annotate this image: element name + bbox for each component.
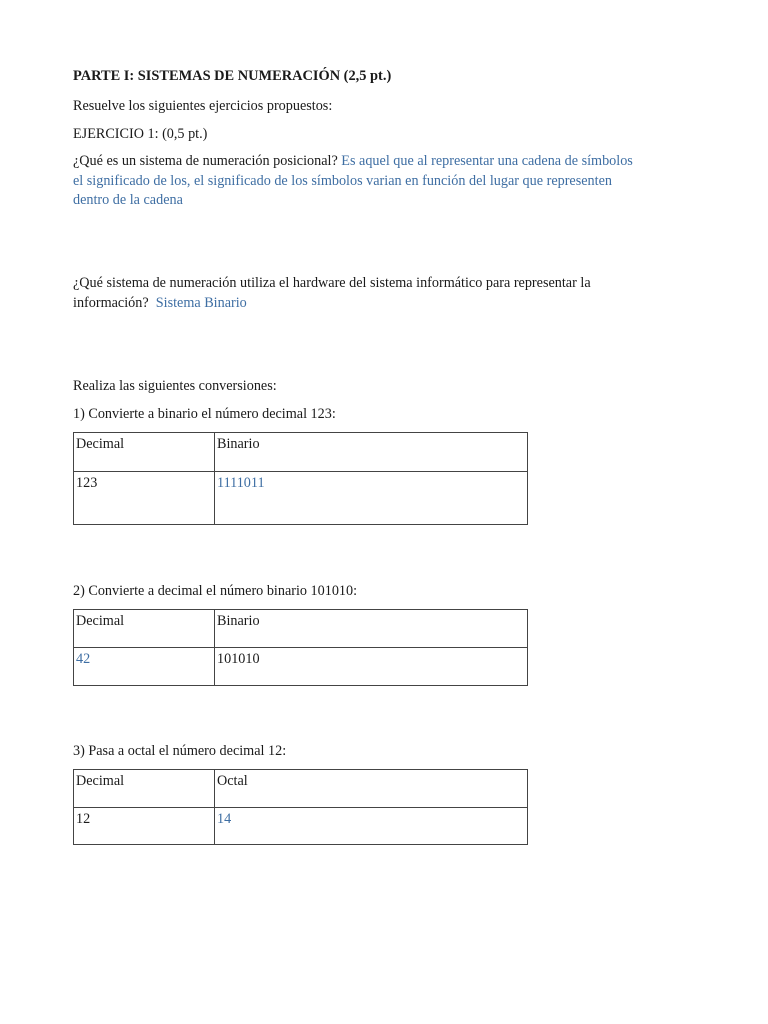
table-cell: 123 <box>74 472 215 525</box>
table-header-row <box>74 770 528 808</box>
exercise-1-label: EJERCICIO 1: (0,5 pt.) <box>73 126 208 142</box>
conversions-intro: Realiza las siguientes conversiones: <box>73 378 277 394</box>
table-header-cell: Decimal <box>74 433 215 472</box>
table-cell: 101010 <box>215 648 528 686</box>
table-row <box>74 808 528 845</box>
question-1-text: ¿Qué es un sistema de numeración posicional? <box>73 153 338 169</box>
question-1-answer-line-2: el significado de los, el significado de los símbolos varian en función del lugar que representen <box>73 172 612 189</box>
table-cell-answer: 42 <box>74 648 215 686</box>
conversion-3-prompt: 3) Pasa a octal el número decimal 12: <box>73 743 287 759</box>
conversion-1-prompt: 1) Convierte a binario el número decimal 123: <box>73 406 336 422</box>
conversion-3-table <box>73 769 528 845</box>
question-2-block <box>73 274 703 313</box>
question-1-answer-line-3: dentro de la cadena <box>73 192 183 208</box>
table-cell-answer: 14 <box>215 808 528 845</box>
table-header-row <box>74 610 528 648</box>
conversion-2-prompt: 2) Convierte a decimal el número binario 101010: <box>73 583 358 599</box>
conversion-1-table <box>73 432 528 525</box>
table-header-cell: Octal <box>215 770 528 808</box>
table-cell-answer: 1111011 <box>215 472 528 525</box>
question-2-text-line-1: ¿Qué sistema de numeración utiliza el hardware del sistema informático para representar la <box>73 275 591 291</box>
question-2-answer: Sistema Binario <box>155 294 247 311</box>
table-header-cell: Decimal <box>74 610 215 648</box>
page-heading: PARTE I: SISTEMAS DE NUMERACIÓN (2,5 pt.) <box>73 68 392 84</box>
intro-text: Resuelve los siguientes ejercicios propuestos: <box>73 98 333 114</box>
question-1-block <box>73 152 703 211</box>
table-header-row <box>74 433 528 472</box>
question-1-answer-line-1: Es aquel que al representar una cadena de símbolos <box>341 153 633 169</box>
table-cell: 12 <box>74 808 215 845</box>
conversion-2-table <box>73 609 528 686</box>
table-header-cell: Binario <box>215 433 528 472</box>
table-header-cell: Decimal <box>74 770 215 808</box>
question-2-text-line-2: información? <box>73 294 149 311</box>
table-row <box>74 648 528 686</box>
table-row <box>74 472 528 525</box>
table-header-cell: Binario <box>215 610 528 648</box>
